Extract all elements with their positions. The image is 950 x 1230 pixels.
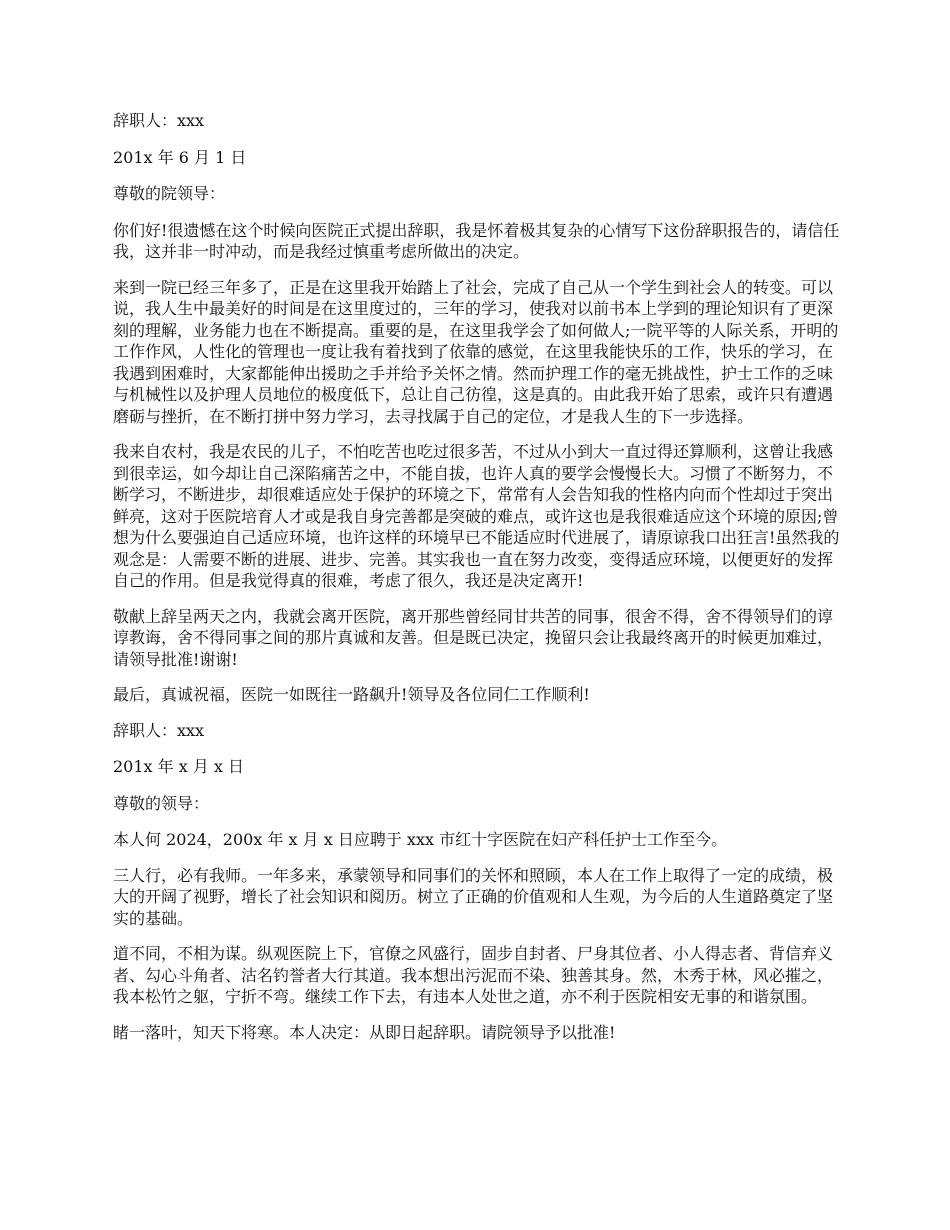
resigner-line: 辞职人：xxx xyxy=(113,111,205,130)
body-paragraph: 来到一院已经三年多了，正是在这里我开始踏上了社会，完成了自己从一个学生到社会人的转变。可以说，我人生中最美好的时间是在这里度过的，三年的学习，使我对以前书本上学到的理论知识有了更深刻的理解，业务能力也在不断提高。重要的是，在这里我学会了如何做人;一院平等的人际关系，开明的工作作风，人性化的管理也一度让我有着找到了依靠的感觉，在这里我能快乐的工作，快乐的学习，在我遇到困难时，大家都能伸出援助之手并给予关怀之情。然而护理工作的毫无挑战性，护士工作的乏味与机械性以及护理人员地位的极度低下，总让自己彷徨，这是真的。由此我开始了思索，或许只有遭遇磨砺与挫折，在不断打拼中努力学习，去寻找属于自己的定位，才是我人生的下一步选择。 xyxy=(113,277,839,426)
body-paragraph: 你们好!很遗憾在这个时候向医院正式提出辞职，我是怀着极其复杂的心情写下这份辞职报告的，请信任我，这并非一时冲动，而是我经过慎重考虑所做出的决定。 xyxy=(113,220,840,261)
salutation-line: 尊敬的院领导： xyxy=(113,184,226,203)
body-paragraph: 敬献上辞呈两天之内，我就会离开医院，离开那些曾经同甘共苦的同事，很舍不得，舍不得领导们的谆谆教诲，舍不得同事之间的那片真诚和友善。但是既已决定，挽留只会让我最终离开的时候更加难过，请领导批准!谢谢! xyxy=(113,606,834,669)
date-line: 201x 年 6 月 1 日 xyxy=(113,147,247,167)
body-paragraph: 我来自农村，我是农民的儿子，不怕吃苦也吃过很多苦，不过从小到大一直过得还算顺利，这曾让我感到很幸运，如今却让自己深陷痛苦之中，不能自拔，也许人真的要学会慢慢长大。习惯了不断努力，不断学习，不断进步，却很难适应处于保护的环境之下，常常有人会告知我的性格内向而个性却过于突出鲜亮，这对于医院培育人才或是我自身完善都是突破的难点，或许这也是我很难适应这个环境的原因;曾想为什么要强迫自己适应环境，也许这样的环境早已不能适应时代进展了，请原谅我口出狂言!虽然我的观念是：人需要不断的进展、进步、完善。其实我也一直在努力改变，变得适应环境，以便更好的发挥自己的作用。但是我觉得真的很难，考虑了很久，我还是决定离开! xyxy=(113,442,840,590)
salutation-line: 尊敬的领导： xyxy=(113,793,210,813)
date-line: 201x 年 x 月 x 日 xyxy=(113,757,245,776)
body-paragraph: 道不同，不相为谋。纵观医院上下，官僚之风盛行，固步自封者、尸身其位者、小人得志者、背信弃义者、勾心斗角者、沽名钓誉者大行其道。我本想出污泥而不染、独善其身。然，木秀于林，风必摧之，我本松竹之躯，宁折不弯。继续工作下去，有违本人处世之道，亦不利于医院相安无事的和谐氛围。 xyxy=(113,944,834,1006)
closing-paragraph: 最后，真诚祝福，医院一如既往一路飙升!领导及各位同仁工作顺利! xyxy=(113,685,590,704)
body-paragraph: 三人行，必有我师。一年多来，承蒙领导和同事们的关怀和照顾，本人在工作上取得了一定的成绩，极大的开阔了视野，增长了社会知识和阅历。树立了正确的价值观和人生观，为今后的人生道路奠定了坚实的基础。 xyxy=(113,865,834,928)
body-paragraph: 本人何 2024，200x 年 x 月 x 日应聘于 xxx 市红十字医院在妇产科任护士工作至今。 xyxy=(113,830,728,849)
resigner-line: 辞职人：xxx xyxy=(113,720,205,740)
closing-paragraph: 睹一落叶，知天下将寒。本人决定：从即日起辞职。请院领导予以批准! xyxy=(113,1022,616,1042)
